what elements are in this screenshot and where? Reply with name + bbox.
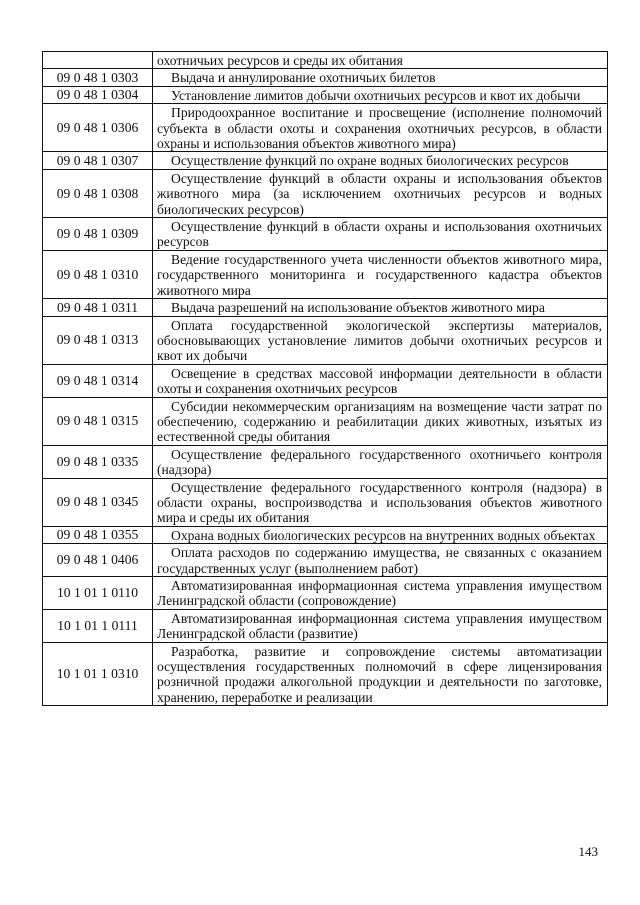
- row-code: 09 0 48 1 0314: [43, 364, 153, 397]
- row-description: Осуществление функций в области охраны и использования охотничьих ресурсов: [153, 218, 608, 251]
- table-row: [43, 316, 608, 364]
- row-code: 10 1 01 1 0310: [43, 642, 153, 706]
- row-description: Осуществление федерального государственного контроля (надзора) в области охраны, воспроизводства и использования объектов животного мира и среды их обитания: [153, 478, 608, 526]
- row-code: 09 0 48 1 0303: [43, 69, 153, 86]
- budget-code-table: [42, 51, 608, 706]
- table-row: [43, 642, 608, 706]
- row-code: 09 0 48 1 0309: [43, 218, 153, 251]
- table-row: [43, 152, 608, 169]
- table-row: [43, 544, 608, 577]
- row-code: 09 0 48 1 0310: [43, 250, 153, 298]
- table-row: [43, 169, 608, 217]
- table-row: [43, 526, 608, 543]
- row-code: 09 0 48 1 0304: [43, 86, 153, 103]
- row-code: 09 0 48 1 0406: [43, 544, 153, 577]
- table-row: [43, 299, 608, 316]
- table-row: [43, 478, 608, 526]
- row-code: 09 0 48 1 0345: [43, 478, 153, 526]
- row-description: Оплата государственной экологической экспертизы материалов, обосновывающих установление лимитов добычи охотничьих ресурсов и квот их добычи: [153, 316, 608, 364]
- row-code: 09 0 48 1 0315: [43, 397, 153, 445]
- table-row: [43, 104, 608, 152]
- row-code: 09 0 48 1 0311: [43, 299, 153, 316]
- row-description: Автоматизированная информационная система управления имуществом Ленинградской области (сопровождение): [153, 577, 608, 610]
- table-row: [43, 609, 608, 642]
- table-row: [43, 69, 608, 86]
- table-row: [43, 86, 608, 103]
- row-description: Выдача и аннулирование охотничьих билетов: [153, 69, 608, 86]
- row-description: Оплата расходов по содержанию имущества, не связанных с оказанием государственных услуг (выполнением работ): [153, 544, 608, 577]
- table-row: [43, 397, 608, 445]
- row-code: 10 1 01 1 0111: [43, 609, 153, 642]
- row-code: 09 0 48 1 0307: [43, 152, 153, 169]
- row-description: Выдача разрешений на использование объектов животного мира: [153, 299, 608, 316]
- table-row: [43, 218, 608, 251]
- row-description: Автоматизированная информационная система управления имуществом Ленинградской области (развитие): [153, 609, 608, 642]
- row-description: Природоохранное воспитание и просвещение (исполнение полномочий субъекта в области охоты и сохранения охотничьих ресурсов, в области охраны и использования объектов животного мира): [153, 104, 608, 152]
- row-code: 09 0 48 1 0355: [43, 526, 153, 543]
- row-code: 09 0 48 1 0313: [43, 316, 153, 364]
- row-description: Разработка, развитие и сопровождение системы автоматизации осуществления государственных полномочий в сфере лицензирования розничной продажи алкогольной продукции и деятельности по заготовке, хранению, переработке и реализации: [153, 642, 608, 706]
- table-body: [43, 52, 608, 706]
- row-description: охотничьих ресурсов и среды их обитания: [153, 52, 608, 69]
- row-description: Осуществление функций в области охраны и использования объектов животного мира (за исключением охотничьих ресурсов и водных биологических ресурсов): [153, 169, 608, 217]
- table-row: [43, 577, 608, 610]
- row-description: Установление лимитов добычи охотничьих ресурсов и квот их добычи: [153, 86, 608, 103]
- table-row: [43, 250, 608, 298]
- row-code: 09 0 48 1 0308: [43, 169, 153, 217]
- row-description: Охрана водных биологических ресурсов на внутренних водных объектах: [153, 526, 608, 543]
- table-row: [43, 445, 608, 478]
- row-description: Освещение в средствах массовой информации деятельности в области охоты и сохранения охотничьих ресурсов: [153, 364, 608, 397]
- row-code: 10 1 01 1 0110: [43, 577, 153, 610]
- table-row: [43, 364, 608, 397]
- row-description: Осуществление функций по охране водных биологических ресурсов: [153, 152, 608, 169]
- page-number: 143: [578, 844, 598, 859]
- row-description: Ведение государственного учета численности объектов животного мира, государственного мониторинга и государственного кадастра объектов животного мира: [153, 250, 608, 298]
- table-row: [43, 52, 608, 69]
- row-code: 09 0 48 1 0306: [43, 104, 153, 152]
- row-description: Субсидии некоммерческим организациям на возмещение части затрат по обеспечению, содержанию и реабилитации диких животных, изъятых из естественной среды обитания: [153, 397, 608, 445]
- row-code: 09 0 48 1 0335: [43, 445, 153, 478]
- row-code: [43, 52, 153, 69]
- row-description: Осуществление федерального государственного охотничьего контроля (надзора): [153, 445, 608, 478]
